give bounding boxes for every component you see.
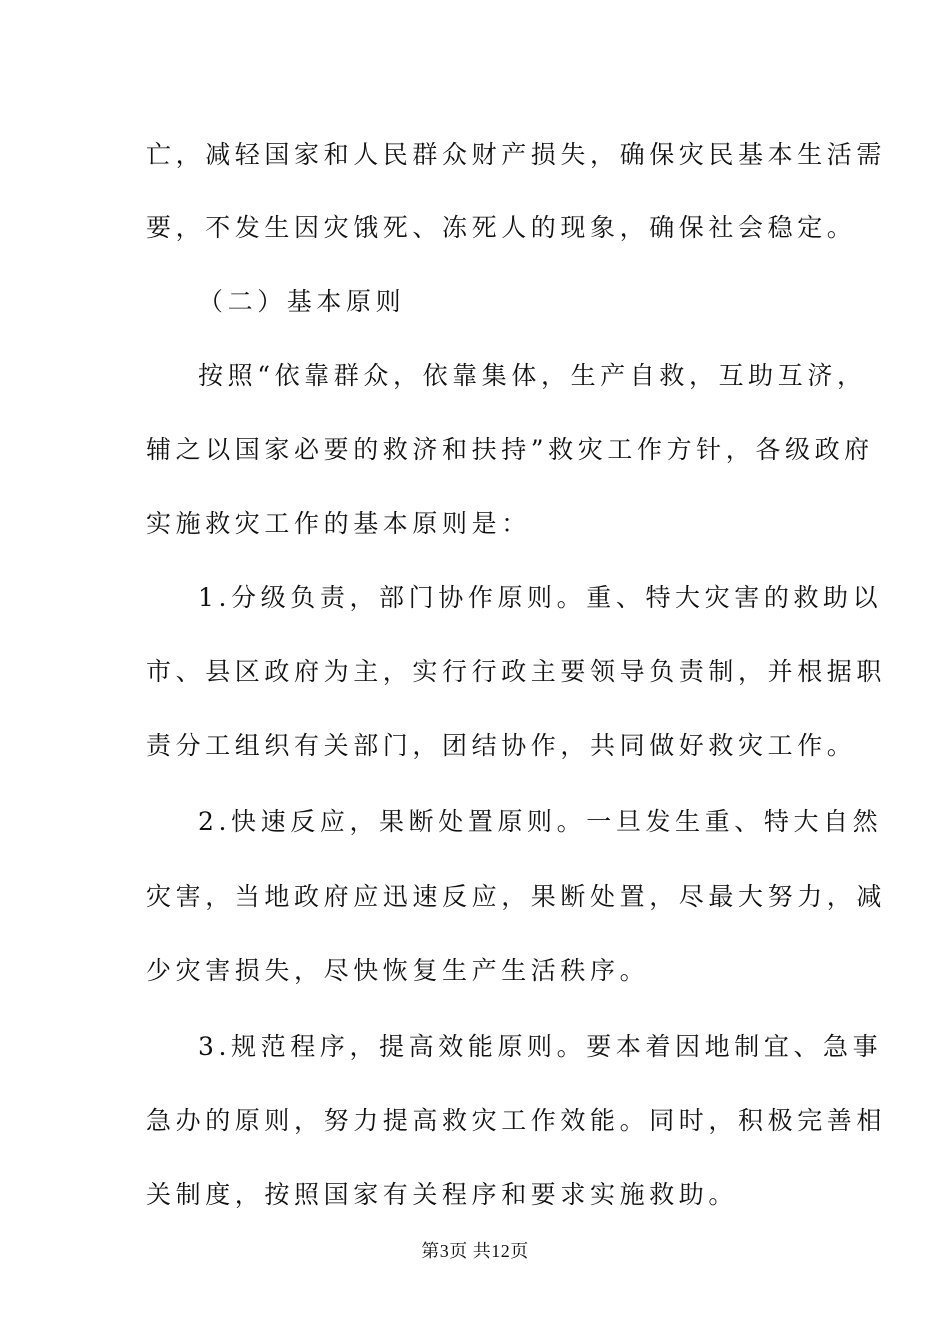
page-number-footer: 第3页 共12页	[421, 1241, 529, 1261]
body-text-line: 急办的原则，努力提高救灾工作效能。同时，积极完善相	[146, 1106, 887, 1135]
body-text-line: 灾害，当地政府应迅速反应，果断处置，尽最大努力，减	[146, 882, 887, 911]
body-text-line: 亡，减轻国家和人民群众财产损失，确保灾民基本生活需	[146, 140, 887, 169]
body-text-line: 要，不发生因灾饿死、冻死人的现象，确保社会稳定。	[146, 213, 857, 242]
body-text-line: 少灾害损失，尽快恢复生产生活秩序。	[146, 956, 650, 985]
body-text-line: 按照“依靠群众，依靠集体，生产自救，互助互济，	[198, 361, 867, 390]
body-text-line: 关制度，按照国家有关程序和要求实施救助。	[146, 1180, 739, 1209]
body-text-line: 实施救灾工作的基本原则是：	[146, 509, 531, 538]
section-heading: （二）基本原则	[198, 287, 406, 316]
body-text-line: 3.规范程序，提高效能原则。要本着因地制宜、急事	[198, 1032, 883, 1061]
body-text-line: 2.快速反应，果断处置原则。一旦发生重、特大自然	[198, 807, 883, 836]
body-text-line: 1.分级负责，部门协作原则。重、特大灾害的救助以	[198, 583, 883, 612]
body-text-line: 辅之以国家必要的救济和扶持”救灾工作方针，各级政府	[146, 435, 874, 464]
body-text-line: 市、县区政府为主，实行行政主要领导负责制，并根据职	[146, 657, 887, 686]
body-text-line: 责分工组织有关部门，团结协作，共同做好救灾工作。	[146, 731, 857, 760]
